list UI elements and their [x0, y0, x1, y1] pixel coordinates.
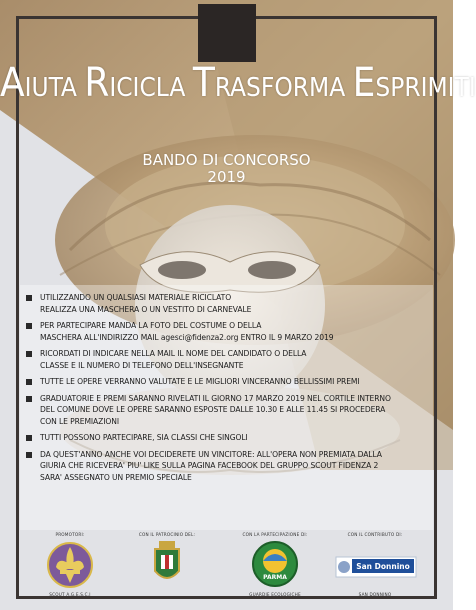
- rules-list: [26, 292, 422, 488]
- headline-word-2: RICICLA: [84, 60, 186, 106]
- rule-text: PER PARTECIPARE MANDA LA FOTO DEL COSTUME O DELLA MASCHERA ALL'INDIRIZZO MAIL agesci@fidenza2.org ENTRO IL 9 MARZO 2019: [40, 321, 334, 342]
- headline-word-1: AIUTA: [0, 60, 77, 106]
- rule-text: TUTTE LE OPERE VERRANNO VALUTATE E LE MIGLIORI VINCERANNO BELLISSIMI PREMI: [40, 377, 360, 386]
- green-guards-badge-icon: [250, 539, 300, 589]
- san-donnino-logo-icon: [332, 547, 418, 587]
- top-dark-tab: [198, 4, 256, 62]
- rule-item: [26, 292, 422, 315]
- rule-text: RICORDATI DI INDICARE NELLA MAIL IL NOME DEL CANDIDATO O DELLA CLASSE E IL NUMERO DI TELEFONO DELL'INSEGNANTE: [40, 349, 307, 370]
- rule-text: DA QUEST'ANNO ANCHE VOI DECIDERETE UN VINCITORE: ALL'OPERA NON PREMIATA DALLA GIURIA CHE RICEVERA' PIU' LIKE SULLA PAGINA FACEBOOK DEL GRUPPO SCOUT FIDENZA 2 SARA' ASSEGNATO UN PREMIO SPECIALE: [40, 449, 382, 482]
- logo-text: San Donnino: [356, 562, 410, 571]
- frame-border-top-right: [256, 16, 437, 19]
- partner-promoter: [20, 532, 120, 595]
- headline-word-3: TRASFORMA: [192, 60, 346, 106]
- bullet-square-icon: [26, 435, 32, 441]
- rule-item: [26, 348, 422, 371]
- rule-text: UTILIZZANDO UN QUALSIASI MATERIALE RICICLATO REALIZZA UNA MASCHERA O UN VESTITO DI CARNEVALE: [40, 293, 252, 314]
- municipal-crest-icon: [145, 539, 189, 589]
- rule-item: [26, 449, 422, 484]
- bullet-square-icon: [26, 396, 32, 402]
- scout-fleur-de-lis-icon: [40, 539, 100, 591]
- contest-subtitle: [0, 152, 453, 186]
- rule-item: [26, 393, 422, 428]
- partner-patronage: [117, 532, 217, 593]
- rule-item: [26, 320, 422, 343]
- partner-name: SAN DONNINO: [358, 592, 392, 597]
- bullet-square-icon: [26, 379, 32, 385]
- partner-participation: [225, 532, 325, 597]
- rule-item: [26, 432, 422, 444]
- headline-word-4: ESPRIMITI: [352, 60, 476, 106]
- contest-subtitle-line: BANDO DI CONCORSO: [142, 151, 311, 169]
- bullet-square-icon: [26, 323, 32, 329]
- partner-name: SCOUT A.G.E.S.C.I: [49, 592, 91, 597]
- frame-border-top-left: [16, 16, 198, 19]
- poster-headline: [0, 60, 476, 106]
- partner-label: PROMOTORI:: [55, 532, 85, 537]
- partner-name: GUARDIE ECOLOGICHE: [249, 592, 301, 597]
- partner-label: CON IL CONTRIBUTO DI:: [347, 532, 403, 537]
- partner-label: CON LA PARTECIPAZIONE DI:: [242, 532, 308, 537]
- badge-text: PARMA: [263, 574, 287, 581]
- rule-text: GRADUATORIE E PREMI SARANNO RIVELATI IL GIORNO 17 MARZO 2019 NEL CORTILE INTERNO DEL COMUNE DOVE LE OPERE SARANNO ESPOSTE DALLE 10.30 E ALLE 11.45 SI PROCEDERA CON LE PREMIAZIONI: [40, 393, 391, 426]
- bullet-square-icon: [26, 452, 32, 458]
- rule-text: TUTTI POSSONO PARTECIPARE, SIA CLASSI CHE SINGOLI: [40, 433, 248, 442]
- partner-contribution: [325, 532, 425, 597]
- partner-label: CON IL PATROCINIO DEL:: [138, 532, 196, 537]
- bullet-square-icon: [26, 295, 32, 301]
- rule-item: [26, 376, 422, 388]
- bullet-square-icon: [26, 351, 32, 357]
- contest-year: 2019: [207, 168, 246, 186]
- partners-strip: [20, 532, 433, 596]
